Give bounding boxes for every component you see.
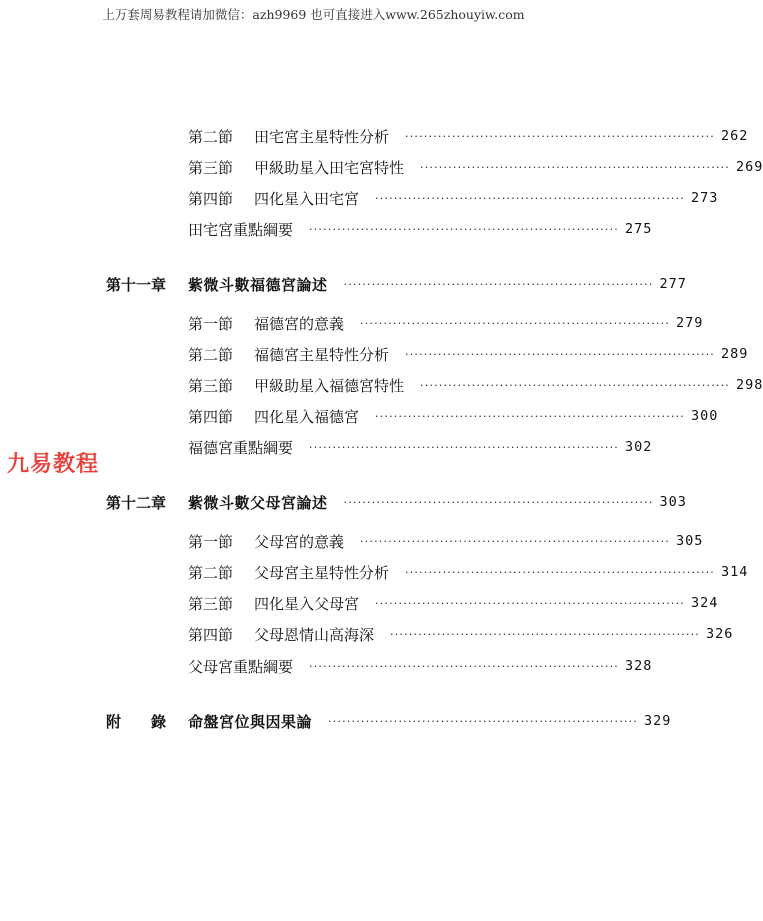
toc-entry-number: 第二節 — [188, 563, 234, 582]
toc-entry-page: 262 — [721, 128, 749, 144]
toc-entry-number: 第一節 — [188, 314, 234, 333]
toc-entry-title: 福德宮主星特性分析 — [254, 345, 390, 364]
toc-entry[interactable] — [188, 156, 763, 178]
toc-entry-page: 289 — [721, 346, 749, 362]
toc-entry-page: 269 — [736, 159, 763, 175]
toc-entry-title: 父母宮主星特性分析 — [254, 563, 390, 582]
toc-entry[interactable] — [188, 312, 704, 334]
toc-entry-number: 第四節 — [188, 407, 234, 426]
dot-leader: ·································································· — [390, 627, 700, 641]
toc-entry-title: 四化星入田宅宮 — [254, 189, 360, 208]
toc-entry-page: 302 — [625, 439, 653, 455]
toc-entry-page: 300 — [691, 408, 719, 424]
toc-entry-number: 第一節 — [188, 532, 234, 551]
toc-entry-title: 田宅宮主星特性分析 — [254, 127, 390, 146]
toc-appendix-label: 附 錄 — [106, 712, 167, 731]
page-header-banner: 上万套周易教程请加微信：azh9969 也可直接进入www.265zhouyiw.com — [102, 7, 525, 22]
toc-chapter-number: 第十一章 — [106, 275, 167, 294]
dot-leader: ·································································· — [375, 596, 685, 610]
toc-chapter-title: 紫微斗數父母宮論述 — [188, 493, 328, 512]
toc-entry-page: 298 — [736, 377, 763, 393]
toc-entry-page: 275 — [625, 221, 653, 237]
toc-entry-title: 四化星入福德宮 — [254, 407, 360, 426]
toc-entry-number: 第四節 — [188, 625, 234, 644]
toc-entry-page: 329 — [644, 713, 672, 729]
watermark-logo: 九易教程 — [7, 452, 100, 477]
toc-entry-title: 福德宮重點綱要 — [188, 438, 294, 457]
toc-entry-title: 父母恩情山高海深 — [254, 625, 375, 644]
dot-leader: ·································································· — [309, 440, 619, 454]
toc-entry-title: 四化星入父母宮 — [254, 594, 360, 613]
toc-entry[interactable] — [188, 125, 749, 147]
toc-entry-title: 父母宮的意義 — [254, 532, 345, 551]
toc-entry-page: 314 — [721, 564, 749, 580]
dot-leader: ·································································· — [405, 129, 715, 143]
toc-entry-number: 第二節 — [188, 345, 234, 364]
toc-entry-page: 303 — [659, 494, 687, 510]
toc-entry-page: 326 — [706, 626, 734, 642]
toc-entry-number: 第三節 — [188, 594, 234, 613]
dot-leader: ·································································· — [360, 316, 670, 330]
toc-entry[interactable] — [188, 405, 719, 427]
dot-leader: ·································································· — [309, 222, 619, 236]
toc-chapter-number: 第十二章 — [106, 493, 167, 512]
toc-entry-number: 第三節 — [188, 158, 234, 177]
toc-entry[interactable] — [188, 592, 719, 614]
dot-leader: ·································································· — [375, 191, 685, 205]
toc-entry-page: 324 — [691, 595, 719, 611]
dot-leader: ·································································· — [375, 409, 685, 423]
toc-entry-page: 277 — [659, 276, 687, 292]
toc-entry-title: 父母宮重點綱要 — [188, 657, 294, 676]
toc-entry[interactable] — [188, 218, 653, 240]
toc-entry-title: 甲級助星入田宅宮特性 — [254, 158, 405, 177]
toc-entry-page: 279 — [676, 315, 704, 331]
dot-leader: ·································································· — [405, 347, 715, 361]
dot-leader: ·································································· — [343, 495, 654, 509]
dot-leader: ·································································· — [309, 659, 619, 673]
toc-appendix-title: 命盤宮位與因果論 — [188, 712, 313, 731]
toc-appendix-entry[interactable] — [106, 710, 672, 732]
toc-entry-title: 田宅宮重點綱要 — [188, 220, 294, 239]
dot-leader: ·································································· — [343, 277, 654, 291]
toc-entry-number: 第三節 — [188, 376, 234, 395]
toc-entry[interactable] — [188, 530, 704, 552]
dot-leader: ·································································· — [360, 534, 670, 548]
dot-leader: ·································································· — [420, 378, 730, 392]
dot-leader: ·································································· — [420, 160, 730, 174]
toc-entry-number: 第四節 — [188, 189, 234, 208]
toc-chapter-entry[interactable] — [106, 491, 687, 513]
toc-entry-page: 305 — [676, 533, 704, 549]
toc-entry-title: 福德宮的意義 — [254, 314, 345, 333]
toc-chapter-entry[interactable] — [106, 273, 687, 295]
toc-entry[interactable] — [188, 655, 653, 677]
toc-entry[interactable] — [188, 187, 719, 209]
toc-entry[interactable] — [188, 343, 749, 365]
toc-entry-title: 甲級助星入福德宮特性 — [254, 376, 405, 395]
toc-entry-number: 第二節 — [188, 127, 234, 146]
toc-chapter-title: 紫微斗數福德宮論述 — [188, 275, 328, 294]
dot-leader: ·································································· — [405, 565, 715, 579]
toc-entry[interactable] — [188, 623, 734, 645]
toc-entry[interactable] — [188, 436, 653, 458]
toc-entry-page: 273 — [691, 190, 719, 206]
toc-entry-page: 328 — [625, 658, 653, 674]
toc-entry[interactable] — [188, 374, 763, 396]
dot-leader: ·································································· — [328, 714, 638, 728]
toc-entry[interactable] — [188, 561, 749, 583]
